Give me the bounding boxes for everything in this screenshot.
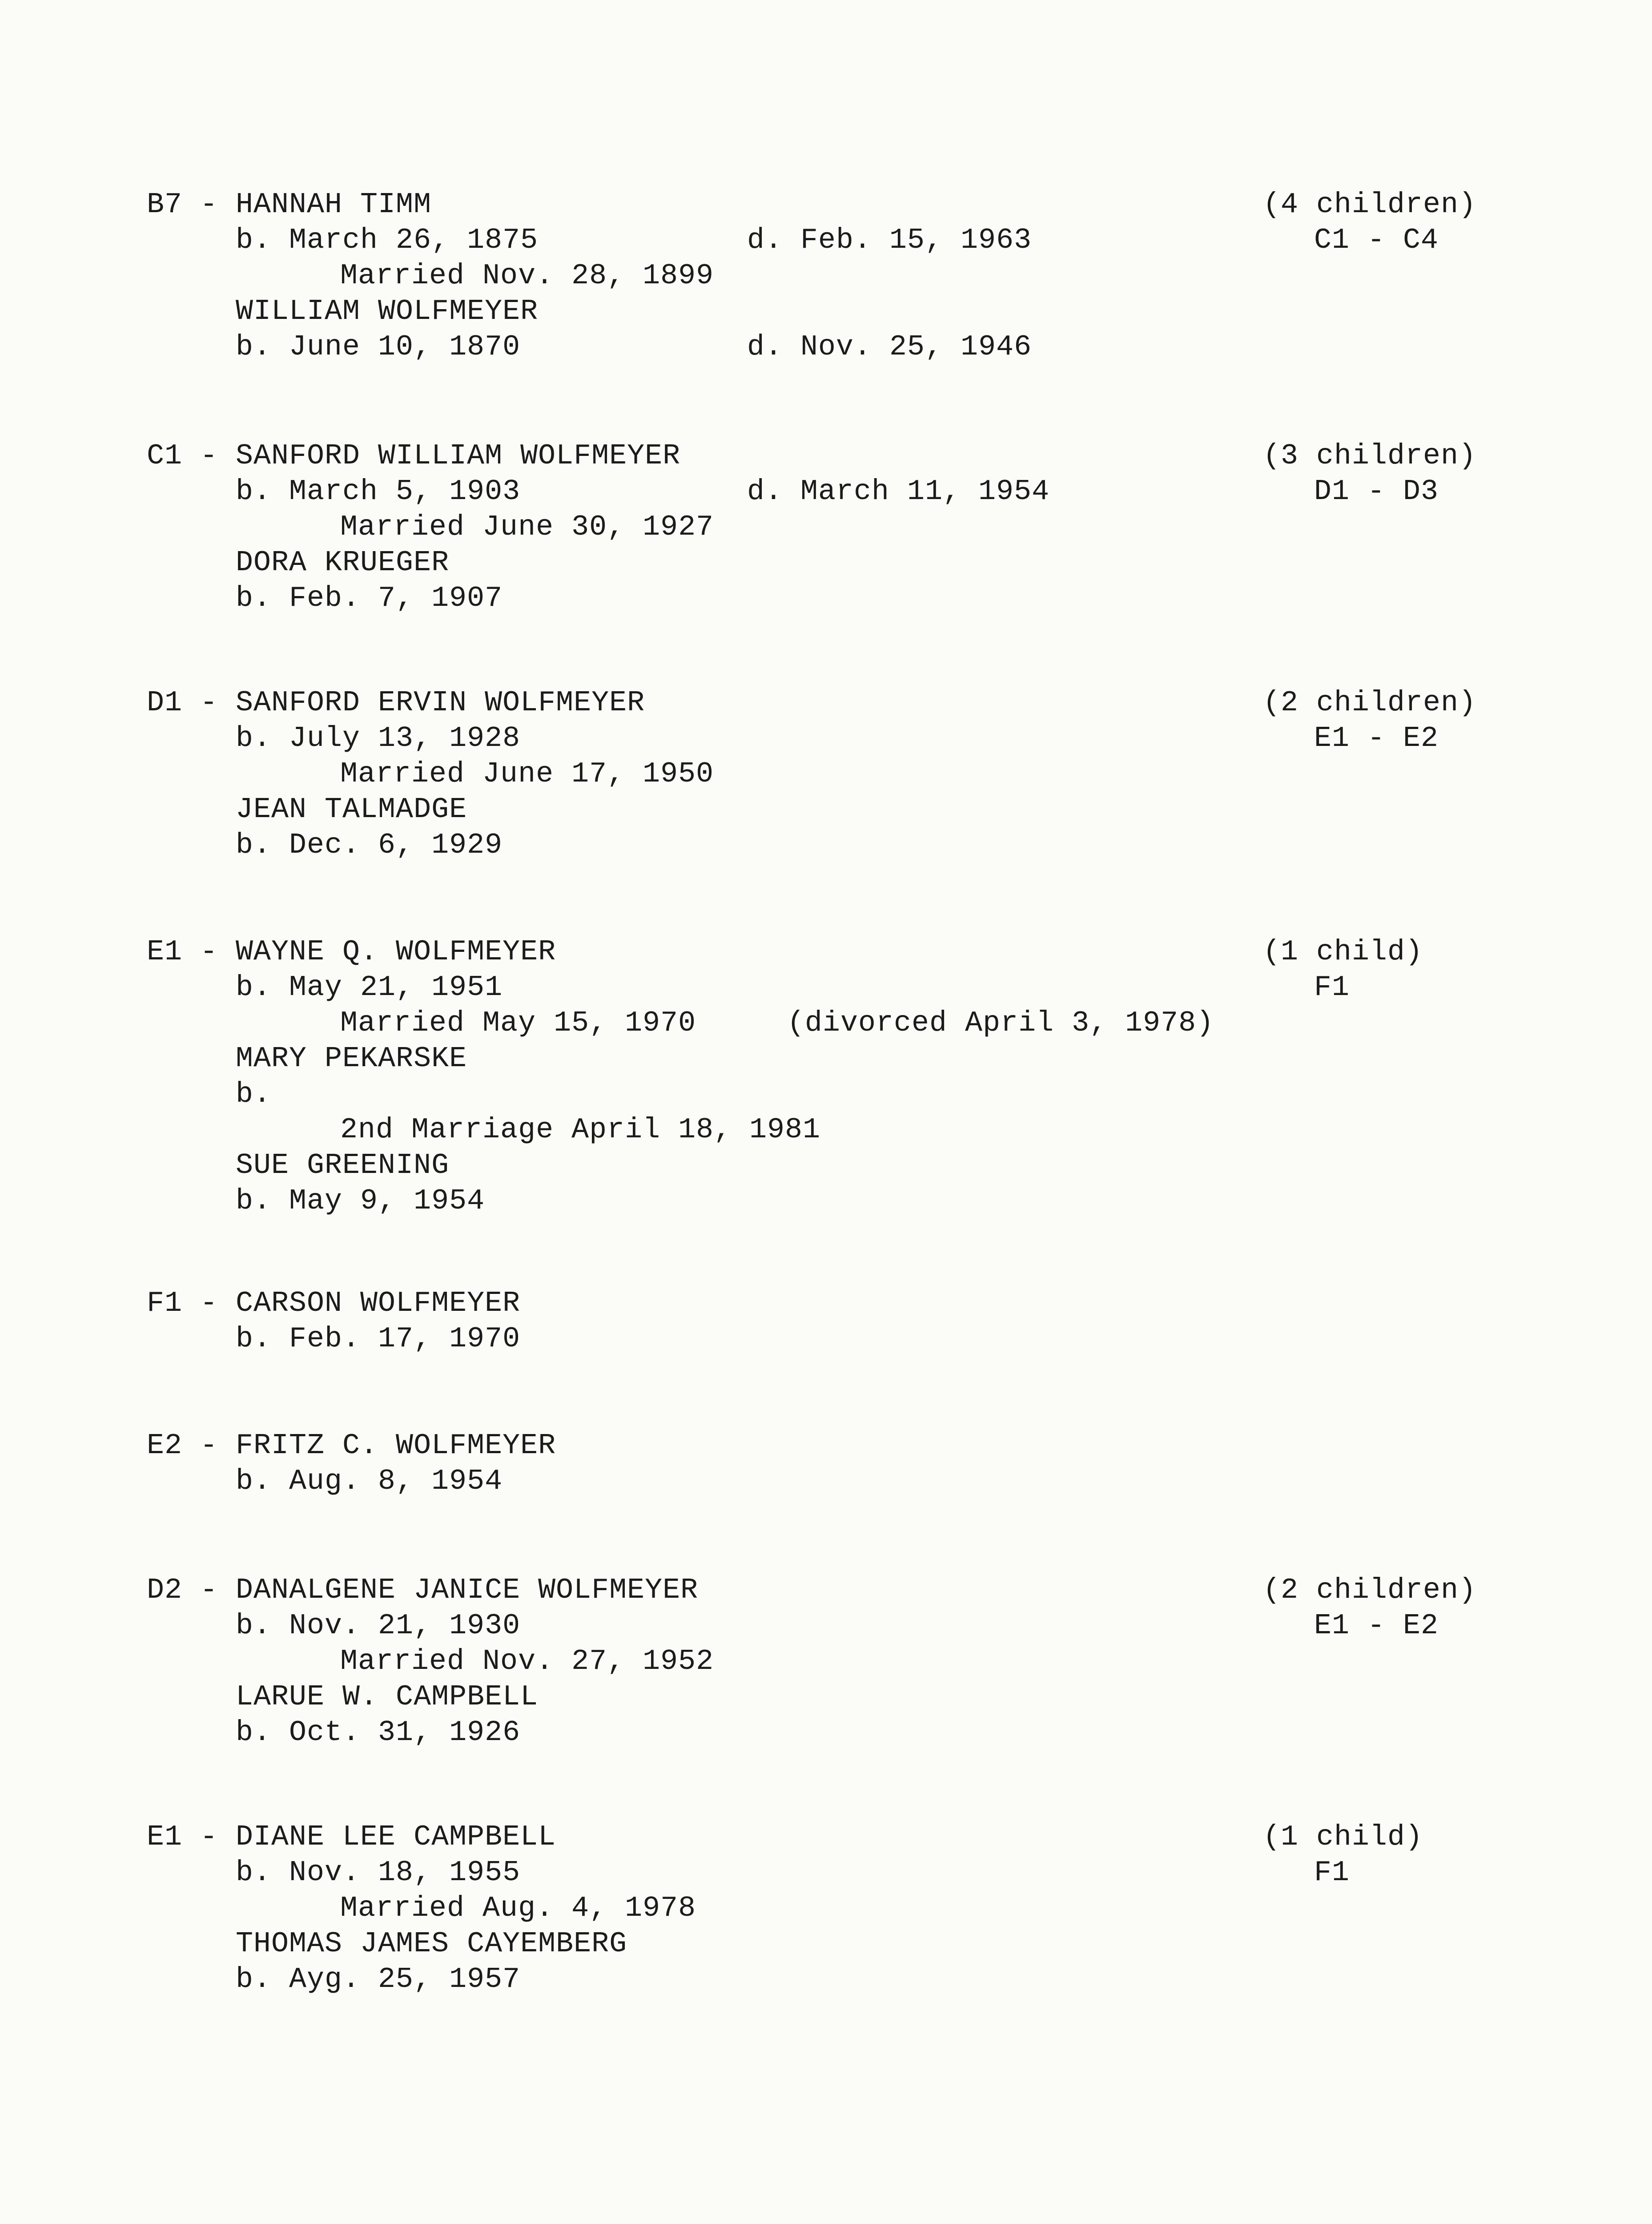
marriage-date: Married June 30, 1927 — [340, 511, 714, 544]
birth-date: b. March 5, 1903 — [236, 475, 521, 508]
children-range: D1 - D3 — [1314, 475, 1439, 508]
marriage-date: Married Nov. 28, 1899 — [340, 259, 714, 292]
birth-date: b. Feb. 17, 1970 — [236, 1322, 521, 1355]
birth-date: b. May 21, 1951 — [236, 971, 503, 1004]
entry-name: HANNAH TIMM — [236, 188, 432, 221]
entry-dash: - — [200, 188, 218, 221]
entry-dash: - — [200, 935, 218, 968]
divorce-date: (divorced April 3, 1978) — [787, 1007, 1214, 1039]
death-date: d. March 11, 1954 — [747, 475, 1050, 508]
children-count: (3 children) — [1263, 439, 1477, 472]
children-range: E1 - E2 — [1314, 1609, 1439, 1642]
spouse-name: THOMAS JAMES CAYEMBERG — [236, 1927, 627, 1960]
entry-name: FRITZ C. WOLFMEYER — [236, 1429, 556, 1462]
birth-date: b. March 26, 1875 — [236, 224, 539, 257]
entry-id: F1 — [147, 1287, 183, 1320]
children-count: (1 child) — [1263, 935, 1423, 968]
children-range: E1 - E2 — [1314, 722, 1439, 755]
entry-name: SANFORD ERVIN WOLFMEYER — [236, 686, 645, 719]
entry-dash: - — [200, 1574, 218, 1607]
entry-name: WAYNE Q. WOLFMEYER — [236, 935, 556, 968]
birth-date: b. July 13, 1928 — [236, 722, 521, 755]
spouse-death-date: d. Nov. 25, 1946 — [747, 330, 1032, 363]
entry-id: E2 — [147, 1429, 183, 1462]
spouse-name: MARY PEKARSKE — [236, 1042, 467, 1075]
spouse-birth-date: b. Feb. 7, 1907 — [236, 582, 503, 615]
birth-date: b. Nov. 21, 1930 — [236, 1609, 521, 1642]
marriage-date: Married Aug. 4, 1978 — [340, 1892, 696, 1925]
marriage-date: Married Nov. 27, 1952 — [340, 1645, 714, 1678]
entry-name: CARSON WOLFMEYER — [236, 1287, 521, 1320]
second-marriage-date: 2nd Marriage April 18, 1981 — [340, 1113, 821, 1146]
spouse-birth-date: b. Dec. 6, 1929 — [236, 829, 503, 862]
spouse-name: DORA KRUEGER — [236, 546, 450, 579]
birth-date: b. Nov. 18, 1955 — [236, 1856, 521, 1889]
entry-id: D2 — [147, 1574, 183, 1607]
entry-dash: - — [200, 439, 218, 472]
marriage-date: Married June 17, 1950 — [340, 757, 714, 790]
death-date: d. Feb. 15, 1963 — [747, 224, 1032, 257]
spouse-birth-date: b. Oct. 31, 1926 — [236, 1716, 521, 1749]
marriage-date: Married May 15, 1970 — [340, 1007, 696, 1039]
entry-dash: - — [200, 1287, 218, 1320]
second-spouse-birth-date: b. May 9, 1954 — [236, 1185, 485, 1217]
entry-id: B7 — [147, 188, 183, 221]
entry-dash: - — [200, 1821, 218, 1853]
entry-id: C1 — [147, 439, 183, 472]
spouse-name: JEAN TALMADGE — [236, 793, 467, 826]
spouse-birth-date: b. Ayg. 25, 1957 — [236, 1963, 521, 1996]
entry-name: DANALGENE JANICE WOLFMEYER — [236, 1574, 699, 1607]
entry-dash: - — [200, 686, 218, 719]
entry-id: E1 — [147, 1821, 183, 1853]
spouse-birth-date: b. — [236, 1078, 272, 1111]
children-count: (1 child) — [1263, 1821, 1423, 1853]
entry-dash: - — [200, 1429, 218, 1462]
children-count: (2 children) — [1263, 686, 1477, 719]
entry-id: D1 — [147, 686, 183, 719]
birth-date: b. Aug. 8, 1954 — [236, 1465, 503, 1498]
entry-name: DIANE LEE CAMPBELL — [236, 1821, 556, 1853]
second-spouse-name: SUE GREENING — [236, 1149, 450, 1182]
spouse-birth-date: b. June 10, 1870 — [236, 330, 521, 363]
children-range: F1 — [1314, 971, 1350, 1004]
children-range: F1 — [1314, 1856, 1350, 1889]
children-count: (4 children) — [1263, 188, 1477, 221]
spouse-name: LARUE W. CAMPBELL — [236, 1680, 539, 1713]
children-range: C1 - C4 — [1314, 224, 1439, 257]
children-count: (2 children) — [1263, 1574, 1477, 1607]
entry-name: SANFORD WILLIAM WOLFMEYER — [236, 439, 681, 472]
entry-id: E1 — [147, 935, 183, 968]
spouse-name: WILLIAM WOLFMEYER — [236, 295, 539, 328]
